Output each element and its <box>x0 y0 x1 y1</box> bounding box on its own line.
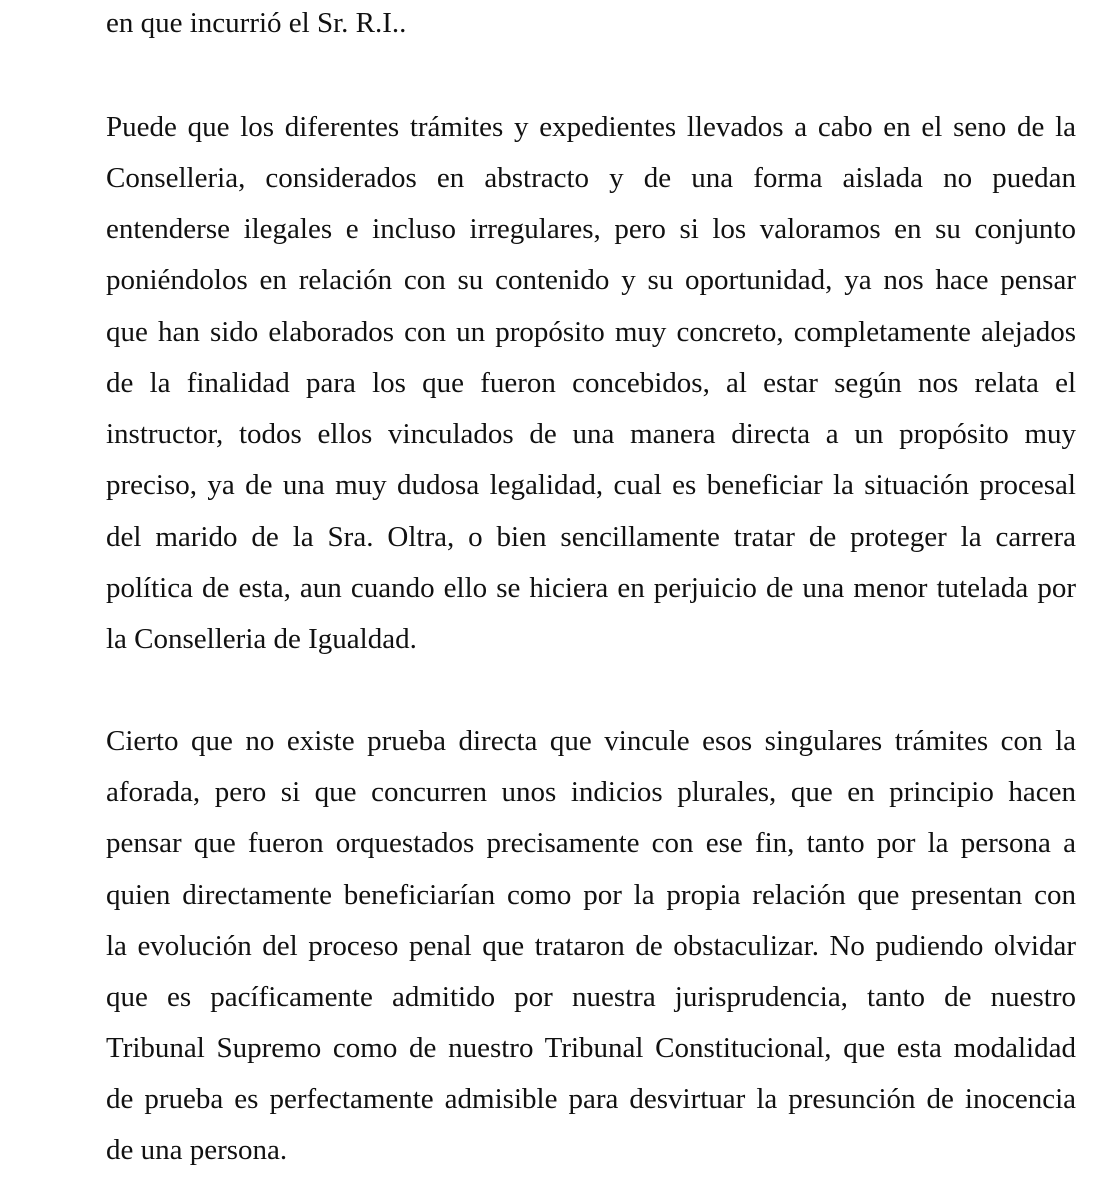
text-line: Conselleria, considerados en abstracto y de una forma aislada no puedan <box>106 162 1076 194</box>
text-line: quien directamente beneficiarían como por la propia relación que presentan con <box>106 879 1076 911</box>
text-line: Cierto que no existe prueba directa que vincule esos singulares trámites con la <box>106 725 1076 757</box>
text-line: la Conselleria de Igualdad. <box>106 623 417 655</box>
text-line: política de esta, aun cuando ello se hiciera en perjuicio de una menor tutelada por <box>106 572 1076 604</box>
text-line: poniéndolos en relación con su contenido y su oportunidad, ya nos hace pensar <box>106 264 1076 296</box>
text-line: aforada, pero si que concurren unos indicios plurales, que en principio hacen <box>106 776 1076 808</box>
text-line: la evolución del proceso penal que trataron de obstaculizar. No pudiendo olvidar <box>106 930 1076 962</box>
text-line: Puede que los diferentes trámites y expedientes llevados a cabo en el seno de la <box>106 111 1076 143</box>
text-line: que han sido elaborados con un propósito muy concreto, completamente alejados <box>106 316 1076 348</box>
text-line: que es pacíficamente admitido por nuestra jurisprudencia, tanto de nuestro <box>106 981 1076 1013</box>
text-line: preciso, ya de una muy dudosa legalidad, cual es beneficiar la situación procesal <box>106 469 1076 501</box>
text-line: pensar que fueron orquestados precisamente con ese fin, tanto por la persona a <box>106 827 1076 859</box>
text-line: de prueba es perfectamente admisible para desvirtuar la presunción de inocencia <box>106 1083 1076 1115</box>
text-line: en que incurrió el Sr. R.I.. <box>106 7 407 39</box>
text-line: del marido de la Sra. Oltra, o bien sencillamente tratar de proteger la carrera <box>106 521 1076 553</box>
text-line: entenderse ilegales e incluso irregulares, pero si los valoramos en su conjunto <box>106 213 1076 245</box>
text-line: instructor, todos ellos vinculados de una manera directa a un propósito muy <box>106 418 1076 450</box>
text-line: de una persona. <box>106 1134 288 1166</box>
text-line: de la finalidad para los que fueron concebidos, al estar según nos relata el <box>106 367 1076 399</box>
text-line: Tribunal Supremo como de nuestro Tribunal Constitucional, que esta modalidad <box>106 1032 1076 1064</box>
